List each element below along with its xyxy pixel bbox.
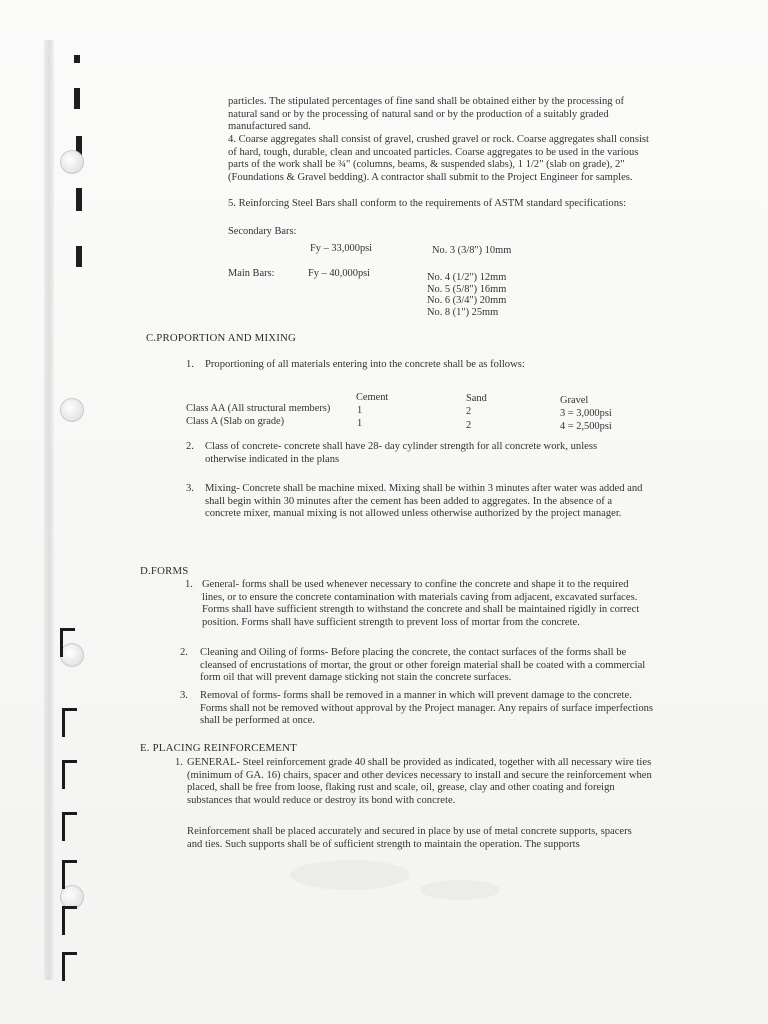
table-header-sand: Sand [466,393,487,404]
main-bars-fy: Fy – 40,000psi [308,268,371,279]
binder-corner [62,708,77,737]
secondary-bars-label: Secondary Bars: [228,226,297,237]
item-number: 2. [186,441,194,452]
paragraph-forms-general: General- forms shall be used whenever necessary to confine the concrete and shape it to the required lines, or to ensure the concrete contamination with materials caving from adjacent, excavated surfaces. Forms shall have sufficient strength to withstand the concrete and shall be maintained rigidly in correct position. Forms shall have sufficient strength to prevent loss of mortar from the concrete. [202,579,640,628]
main-bar-size: No. 4 (1/2") 12mm [427,272,507,283]
table-cell-cement: 1 [357,405,363,416]
paragraph-fine-sand: particles. The stipulated percentages of fine sand shall be obtained either by the processing of natural sand or by the processing of natural sand or by the production of a suitably graded manufactured sand. [228,96,625,133]
paragraph-mixing: Mixing- Concrete shall be machine mixed. Mixing shall be within 3 minutes after water was added and shall begin within 30 minutes after the cement has been added to aggregates. In the absence of a concrete mixer, manual mixing is not allowed unless otherwise authorized by the project manager. [205,483,643,520]
table-cell-sand: 2 [466,420,472,431]
paragraph-class-of-concrete: Class of concrete- concrete shall have 28- day cylinder strength for all concrete work, unless otherwise indicated in the plans [205,441,598,465]
paragraph-reinforcement-general: GENERAL- Steel reinforcement grade 40 shall be provided as indicated, together with all necessary wire ties (minimum of GA. 16) chairs, spacer and other devices necessary to install and secure the reinforcement when placed, shall be free from loose, flaking rust and scale, oil, grease, clay and other coating and foreign substances that would reduce or destroy its bond with concrete. [187,757,652,806]
main-bars-label: Main Bars: [228,268,275,279]
table-cell-gravel: 4 = 2,500psi [560,421,612,432]
binder-edge [44,40,54,980]
section-d-heading: D.FORMS [140,565,189,577]
item-number: 1. [185,579,193,590]
binder-mark [76,188,82,211]
binder-corner [62,906,77,935]
table-row-label: Class A (Slab on grade) [186,416,285,427]
binder-mark [76,246,82,267]
main-bars-sizes [427,272,506,318]
main-bar-size: No. 8 (1") 25mm [427,306,499,318]
table-cell-sand: 2 [466,406,472,417]
item-number: 1. [186,359,194,370]
main-bar-size: No. 6 (3/4") 20mm [427,295,507,307]
table-row-label: Class AA (All structural members) [186,403,331,414]
scan-smudge [420,880,500,900]
section-c-heading: C.PROPORTION AND MIXING [146,332,297,344]
paragraph-cleaning-oiling: Cleaning and Oiling of forms- Before placing the concrete, the contact surfaces of the forms shall be cleansed of encrustations of mortar, the grout or other foreign material shall be coated with a commercial form oil that will prevent damage sticking not stain the concrete surfaces. [200,647,646,684]
table-header-gravel: Gravel [560,395,589,406]
binder-corner [60,628,75,657]
table-cell-gravel: 3 = 3,000psi [560,408,612,419]
binder-corner [62,812,77,841]
item-number: 3. [186,483,194,494]
binder-corner [62,860,77,889]
secondary-bars-size: No. 3 (3/8") 10mm [432,245,512,256]
paragraph-proportioning: Proportioning of all materials entering into the concrete shall be as follows: [205,359,525,370]
binder-corner [62,760,77,789]
item-number: 2. [180,647,188,658]
item-number: 3. [180,690,188,701]
binder-mark [74,88,80,109]
section-e-heading: E. PLACING REINFORCEMENT [140,742,297,754]
table-cell-cement: 1 [357,418,363,429]
binder-mark [74,55,80,63]
paragraph-coarse-aggregates: 4. Coarse aggregates shall consist of gravel, crushed gravel or rock. Coarse aggregates shall consist of hard, tough, durable, clean and uncoated particles. Coarse aggregates to be used in the various parts of the work shall be ¾" (columns, beams, & suspended slabs), 1 1/2" (slab on grade), 2" (Foundations & Gravel bedding). A contractor shall submit to the Project Engineer for samples. [228,134,649,183]
item-number: 1. [175,757,183,768]
binder-corner [62,952,77,981]
binder-ring [60,150,84,174]
paragraph-reinforcement-placement: Reinforcement shall be placed accurately and secured in place by use of metal concrete supports, spacers and ties. Such supports shall be of sufficient strength to maintain the operation. The supports [187,826,632,850]
binder-ring [60,398,84,422]
main-bar-size: No. 5 (5/8") 16mm [427,283,507,295]
paragraph-removal-forms: Removal of forms- forms shall be removed in a manner in which will prevent damage to the concrete. Forms shall not be removed without approval by the Project manager. Any repairs of surface imperfections shall be performed at once. [200,690,654,727]
paragraph-reinforcing-bars: 5. Reinforcing Steel Bars shall conform to the requirements of ASTM standard specifications: [228,198,627,209]
scan-smudge [290,860,410,890]
secondary-bars-fy: Fy – 33,000psi [310,243,373,254]
table-header-cement: Cement [356,392,389,403]
